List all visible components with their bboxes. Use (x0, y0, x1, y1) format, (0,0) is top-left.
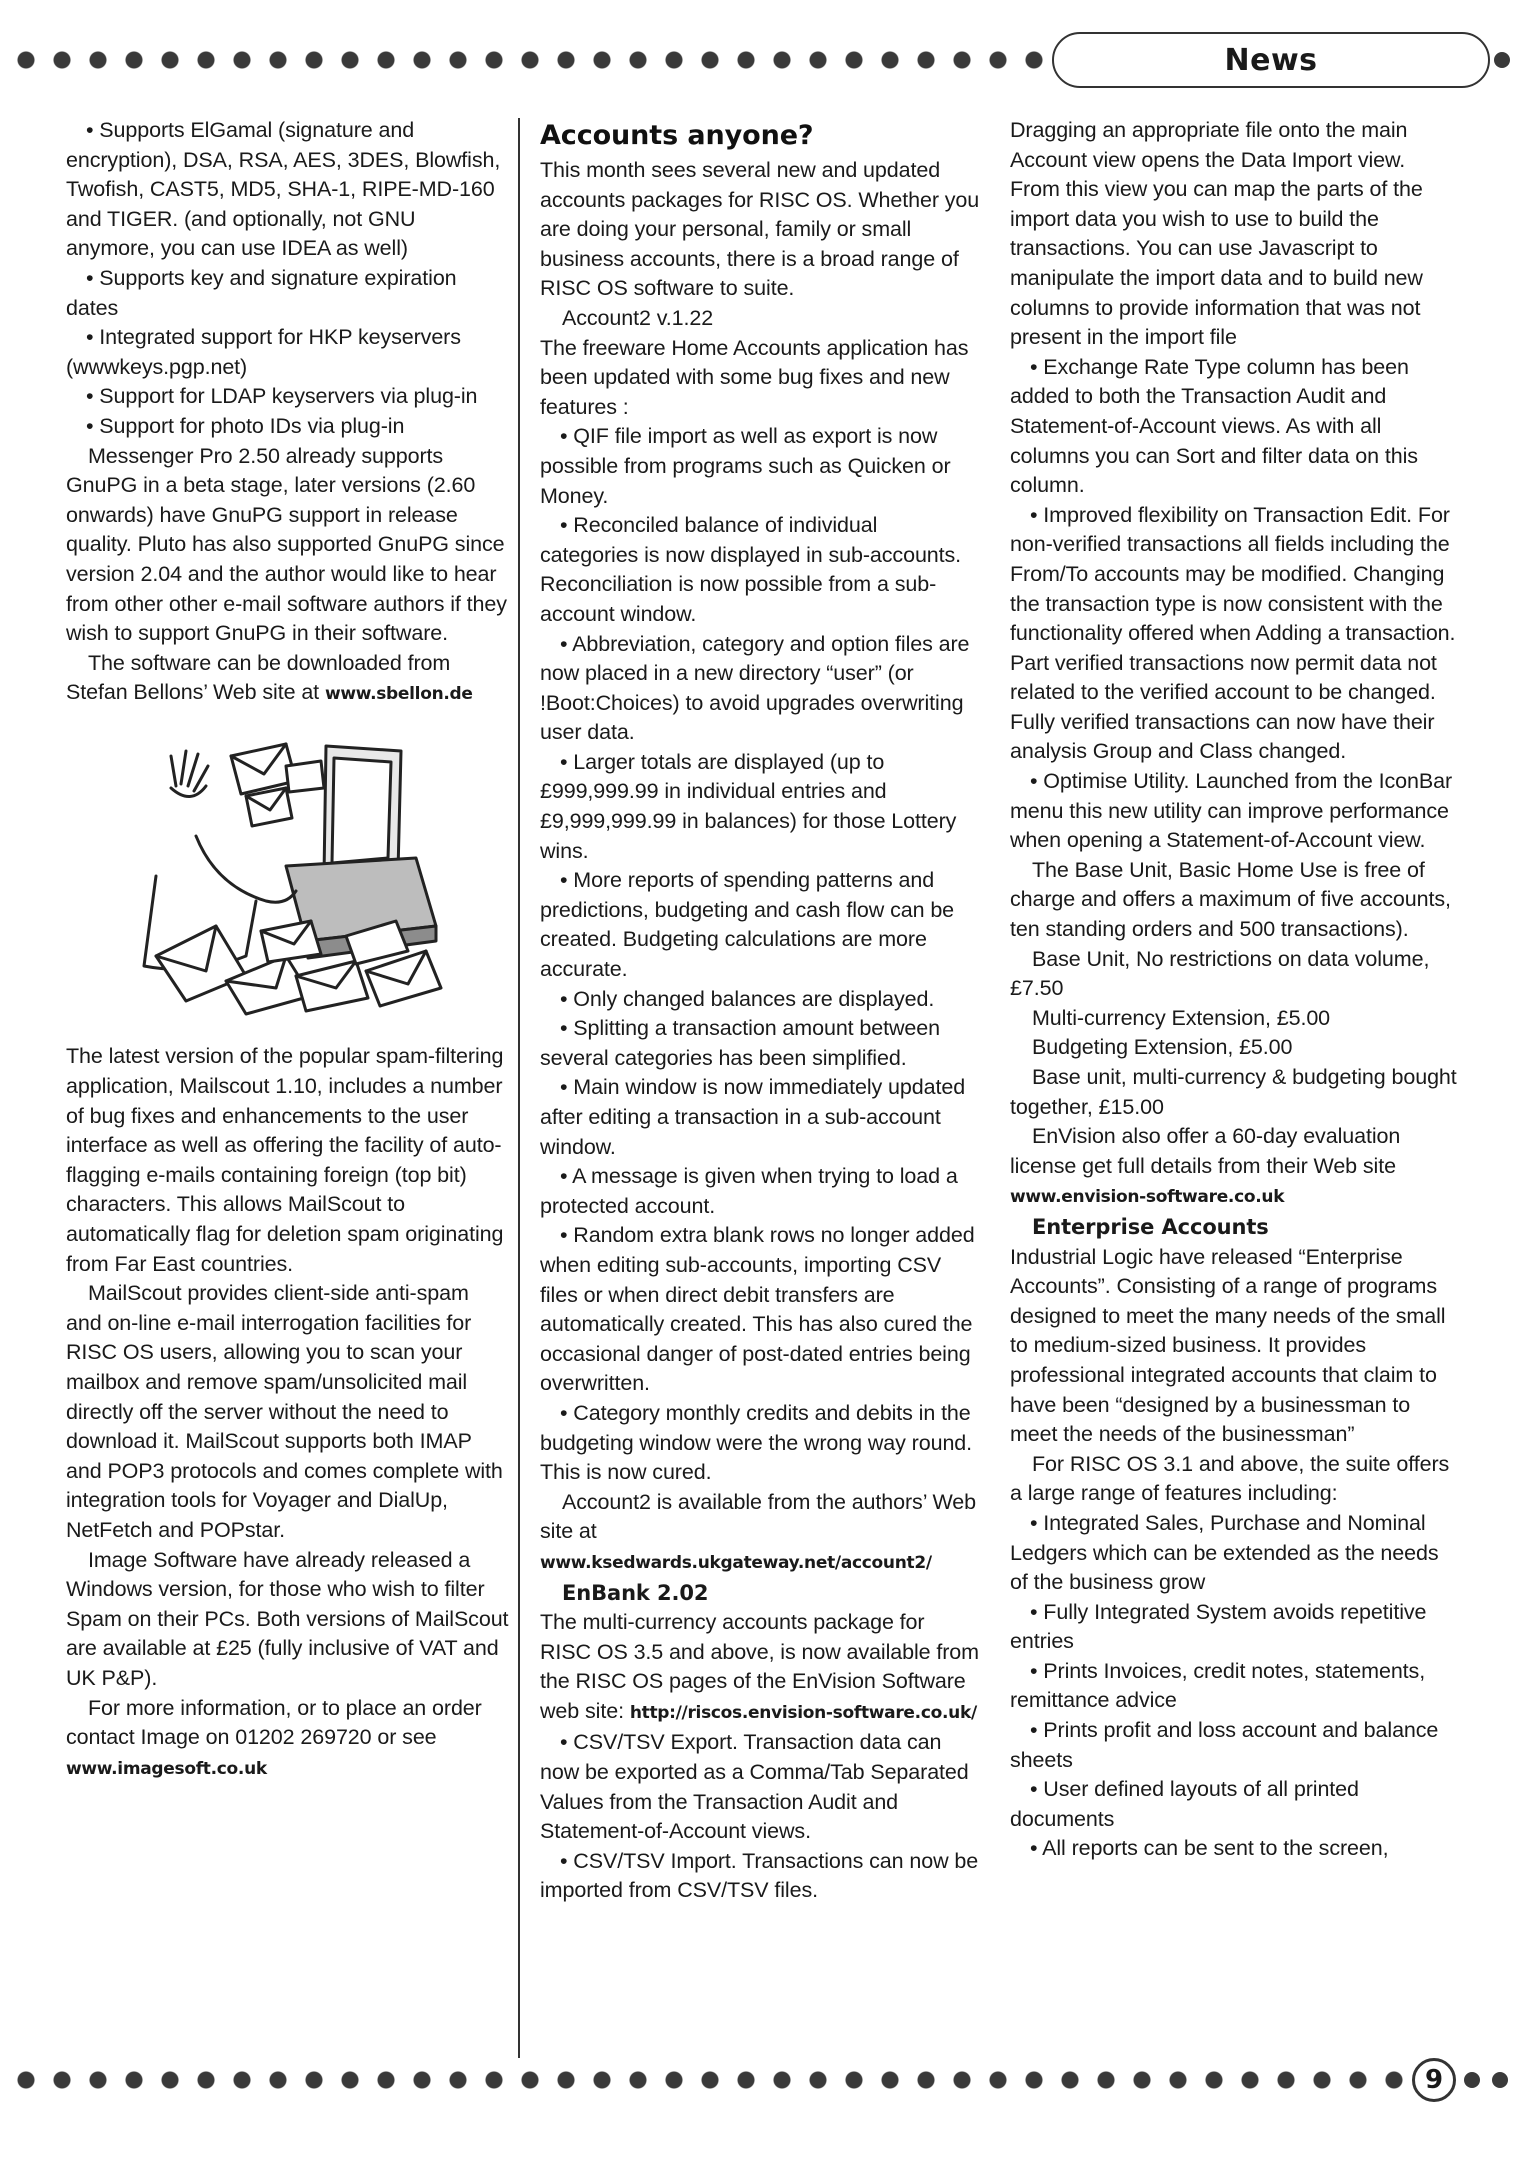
paragraph: Account2 is available from the authors’ Web site at (540, 1489, 976, 1544)
list-item: • Abbreviation, category and option files are now placed in a new directory “user” (or !Boot:Choices) to avoid upgrades overwriting user data. (540, 631, 970, 745)
column-middle (540, 118, 980, 1906)
list-item: • Prints profit and loss account and balance sheets (1010, 1718, 1439, 1772)
price-line: Budgeting Extension, £5.00 (1032, 1035, 1293, 1060)
column-right (1010, 116, 1460, 1864)
paragraph: This month sees several new and updated accounts packages for RISC OS. Whether you are doing your personal, family or small business accounts, there is a broad range of RISC OS software to suite. (540, 158, 980, 301)
list-item: • All reports can be sent to the screen, (1030, 1836, 1389, 1861)
paragraph: The Base Unit, Basic Home Use is free of charge and offers a maximum of five accounts, ten standing orders and 500 transactions). (1010, 857, 1451, 942)
list-item: • Reconciled balance of individual categories is now displayed in sub-accounts. Reconciliation is now possible from a sub-account window. (540, 513, 962, 626)
paragraph: For RISC OS 3.1 and above, the suite offers a large range of features including: (1010, 1451, 1450, 1506)
list-item: • Random extra blank rows no longer added when editing sub-accounts, importing CSV files or when direct debit transfers are automatically created. This has also cured the occasional danger of post-dated entries being overwritten. (540, 1223, 975, 1396)
web-link[interactable]: www.envision-software.co.uk (1010, 1187, 1285, 1208)
paragraph: The latest version of the popular spam-filtering application, Mailscout 1.10, includes a number of bug fixes and enhancements to the user interface as well as offering the facility of auto-flagging e-mails containing foreign (top bit) characters. This allows MailScout to automatically flag for deletion spam originating from Far East countries. (66, 1044, 504, 1276)
list-item: • Supports key and signature expiration dates (66, 265, 457, 320)
paragraph: Industrial Logic have released “Enterprise Accounts”. Consisting of a range of programs designed to meet the many needs of the small to medium-sized business. It provides professional integrated accounts that claim to have been “designed by a businessman to meet the needs of the businessman” (1010, 1244, 1446, 1447)
column-left (66, 116, 510, 1784)
list-item: • CSV/TSV Import. Transactions can now be imported from CSV/TSV files. (540, 1848, 979, 1903)
list-item: • Improved flexibility on Transaction Edit. For non-verified transactions all fields including the From/To accounts may be modified. Changing the transaction type is now consistent with the functionality offered when Adding a transaction. Part verified transactions now permit data not related to the verified account to be changed. Fully verified transactions can now have their analysis Group and Class changed. (1010, 502, 1456, 764)
web-link[interactable]: http://riscos.envision-software.co.uk/ (629, 1702, 977, 1723)
web-link[interactable]: www.imagesoft.co.uk (66, 1758, 267, 1779)
paragraph: The software can be downloaded from Stefan Bellons’ Web site at www.sbellon.de (66, 650, 473, 705)
list-item: • A message is given when trying to load a protected account. (540, 1164, 958, 1218)
list-item: • Main window is now immediately updated after editing a transaction in a sub-account window. (540, 1075, 966, 1159)
header-end-dot (1494, 52, 1510, 68)
list-item: • More reports of spending patterns and predictions, budgeting and cash flow can be created. Budgeting calculations are more accurate. (540, 868, 955, 982)
page-number: 9 (1412, 2058, 1456, 2102)
list-item: • Support for photo IDs via plug-in (86, 413, 405, 438)
list-item: • Fully Integrated System avoids repetitive entries (1010, 1599, 1427, 1654)
list-item: • Prints Invoices, credit notes, statements, remittance advice (1010, 1658, 1426, 1713)
article-heading: Accounts anyone? (540, 120, 814, 151)
column-rule (518, 118, 520, 2058)
price-line: Multi-currency Extension, £5.00 (1032, 1005, 1331, 1030)
list-item: • Category monthly credits and debits in the budgeting window were the wrong way round. This is now cured. (540, 1400, 973, 1485)
paragraph: Messenger Pro 2.50 already supports GnuPG in a beta stage, later versions (2.60 onwards) have GnuPG support in release quality. Pluto has also supported GnuPG since version 2.04 and the author would like to hear from other other e-mail software authors if they wish to support GnuPG in their software. (66, 443, 507, 646)
paragraph: Image Software have already released a Windows version, for those who wish to filter Spam on their PCs. Both versions of MailScout are available at £25 (fully inclusive of VAT and UK P&P). (66, 1547, 509, 1690)
footer-end-dot-2 (1492, 2072, 1508, 2088)
list-item: • Optimise Utility. Launched from the IconBar menu this new utility can improve performance when opening a Statement-of-Account view. (1010, 769, 1453, 853)
list-item: • QIF file import as well as export is now possible from programs such as Quicken or Money. (540, 424, 951, 508)
paragraph: The freeware Home Accounts application has been updated with some bug fixes and new features : (540, 335, 969, 419)
section-label-pill (1052, 32, 1490, 88)
paragraph (1010, 1181, 1460, 1213)
paragraph: For more information, or to place an order contact Image on 01202 269720 or see www.imagesoft.co.uk (66, 1695, 482, 1779)
list-item: • User defined layouts of all printed documents (1010, 1777, 1359, 1831)
list-item: • CSV/TSV Export. Transaction data can now be exported as a Comma/Tab Separated Values from the Transaction Audit and Statement-of-Account views. (540, 1730, 969, 1844)
web-link[interactable]: www.sbellon.de (324, 684, 473, 705)
product-title: Account2 v.1.22 (562, 305, 714, 330)
list-item: • Supports ElGamal (signature and encryption), DSA, RSA, AES, 3DES, Blowfish, Twofish, CAST5, MD5, SHA-1, RIPE-MD-160 and TIGER. (and optionally, not GNU anymore, you can use IDEA as well) (66, 118, 501, 261)
paragraph: Dragging an appropriate file onto the main Account view opens the Data Import view. From this view you can map the parts of the import data you wish to use to build the transactions. You can use Javascript to manipulate the import data and to build new columns to provide information that was not present in the import file (1010, 118, 1423, 350)
subheading: EnBank 2.02 (562, 1580, 709, 1605)
price-line: Base unit, multi-currency & budgeting bought together, £15.00 (1010, 1065, 1457, 1119)
paragraph (540, 1547, 980, 1579)
subheading: Enterprise Accounts (1032, 1214, 1269, 1239)
list-item: • Exchange Rate Type column has been added to both the Transaction Audit and Statement-of-Account views. As with all columns you can Sort and filter data on this column. (1010, 354, 1418, 498)
list-item: • Larger totals are displayed (up to £999,999.99 in individual entries and £9,999,999.99 in balances) for those Lottery wins. (540, 749, 957, 863)
list-item: • Integrated Sales, Purchase and Nominal Ledgers which can be extended as the needs of the business grow (1010, 1510, 1439, 1595)
list-item: • Support for LDAP keyservers via plug-in (86, 384, 478, 409)
paragraph: EnVision also offer a 60-day evaluation license get full details from their Web site (1010, 1124, 1401, 1178)
paragraph: MailScout provides client-side anti-spam and on-line e-mail interrogation facilities for RISC OS users, allowing you to scan your mailbox and remove spam/unsolicited mail directly off the server without the need to download it. MailScout supports both IMAP and POP3 protocols and comes complete with integration tools for Voyager and DialUp, NetFetch and POPstar. (66, 1281, 503, 1542)
paragraph: The multi-currency accounts package for RISC OS 3.5 and above, is now available from the RISC OS pages of the EnVision Software web site: http://riscos.envision-software.co.uk/ (540, 1610, 979, 1723)
price-line: Base Unit, No restrictions on data volume, £7.50 (1010, 946, 1430, 1001)
footer-end-dot-1 (1464, 2072, 1480, 2088)
list-item: • Only changed balances are displayed. (560, 986, 935, 1011)
section-label: News (1224, 42, 1318, 78)
list-item: • Integrated support for HKP keyservers (wwwkeys.pgp.net) (66, 325, 461, 379)
spam-cartoon-illustration (136, 726, 466, 1016)
header-dot-rule (0, 50, 1050, 70)
footer-dot-rule (0, 2070, 1410, 2090)
web-link[interactable]: www.ksedwards.ukgateway.net/account2/ (540, 1552, 932, 1573)
list-item: • Splitting a transaction amount between several categories has been simplified. (540, 1016, 941, 1070)
